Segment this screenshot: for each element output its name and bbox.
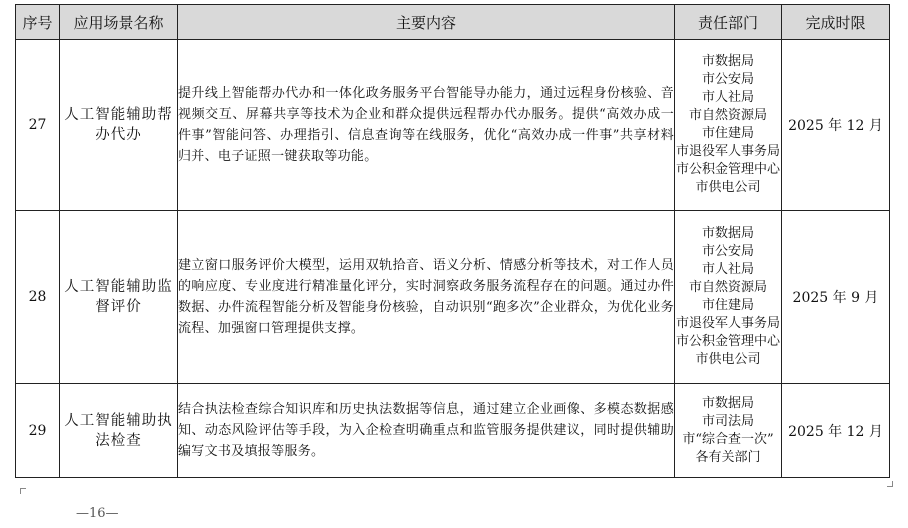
- main-content: 结合执法检查综合知识库和历史执法数据等信息，通过建立企业画像、多模态数据感知、动态风险评估等手段，为入企检查明确重点和监管服务提供建议，同时提供辅助编写文书及填报等服务。: [178, 384, 675, 478]
- row-number: 29: [16, 384, 60, 478]
- dept-item: 市自然资源局: [688, 108, 767, 123]
- header-no: 序号: [16, 5, 60, 40]
- dept-item: 市人社局: [701, 90, 754, 105]
- responsible-depts: [675, 40, 782, 211]
- responsible-depts: [675, 384, 782, 478]
- scenario-name: 人工智能辅助监督评价: [60, 211, 178, 384]
- dept-item: 市公积金管理中心: [675, 162, 780, 177]
- header-responsible-dept: 责任部门: [675, 5, 782, 40]
- deadline: 2025 年 9 月: [782, 211, 890, 384]
- dept-item: 各有关部门: [695, 449, 761, 465]
- table-header-row: [16, 5, 890, 40]
- row-number: 28: [16, 211, 60, 384]
- dept-item: 市住建局: [701, 298, 754, 313]
- main-content: 提升线上智能帮办代办和一体化政务服务平台智能导办能力，通过远程身份核验、音视频交互、屏幕共享等技术为企业和群众提供远程帮办代办服务。提供“高效办成一件事”智能问答、办理指引、信息查询等在线服务，优化“高效办成一件事”共享材料归并、电子证照一键获取等功能。: [178, 40, 675, 211]
- scenario-name: 人工智能辅助执法检查: [60, 384, 178, 478]
- table-corner-mark: [887, 481, 893, 487]
- dept-item: 市公安局: [701, 72, 754, 87]
- dept-item: 市司法局: [701, 413, 754, 429]
- dept-item: 市人社局: [701, 262, 754, 277]
- responsible-depts: [675, 211, 782, 384]
- header-deadline: 完成时限: [782, 5, 890, 40]
- header-main-content: 主要内容: [178, 5, 675, 40]
- dept-item: 市退役军人事务局: [675, 316, 780, 331]
- header-scenario-name: 应用场景名称: [60, 5, 178, 40]
- table-row: [16, 384, 890, 478]
- dept-item: 市供电公司: [695, 180, 761, 195]
- deadline: 2025 年 12 月: [782, 40, 890, 211]
- dept-item: 市数据局: [701, 226, 754, 241]
- dept-item: 市自然资源局: [688, 280, 767, 295]
- dept-item: 市“综合查一次”: [682, 431, 774, 447]
- deadline: 2025 年 12 月: [782, 384, 890, 478]
- main-content: 建立窗口服务评价大模型，运用双轨拾音、语义分析、情感分析等技术，对工作人员的响应度、专业度进行精准量化评分，实时洞察政务服务流程存在的问题。通过办件数据、办件流程智能分析及智能身份核验，自动识别“跑多次”企业群众，为优化业务流程、加强窗口管理提供支撑。: [178, 211, 675, 384]
- dept-item: 市住建局: [701, 126, 754, 141]
- page-number: —16—: [76, 506, 119, 521]
- dept-item: 市数据局: [701, 54, 754, 69]
- dept-item: 市数据局: [701, 395, 754, 411]
- dept-item: 市退役军人事务局: [675, 144, 780, 159]
- dept-item: 市供电公司: [695, 352, 761, 367]
- task-table: [15, 4, 890, 478]
- scenario-name: 人工智能辅助帮办代办: [60, 40, 178, 211]
- dept-item: 市公安局: [701, 244, 754, 259]
- table-row: [16, 40, 890, 211]
- dept-item: 市公积金管理中心: [675, 334, 780, 349]
- row-number: 27: [16, 40, 60, 211]
- page-corner-mark: [20, 488, 26, 494]
- table-row: [16, 211, 890, 384]
